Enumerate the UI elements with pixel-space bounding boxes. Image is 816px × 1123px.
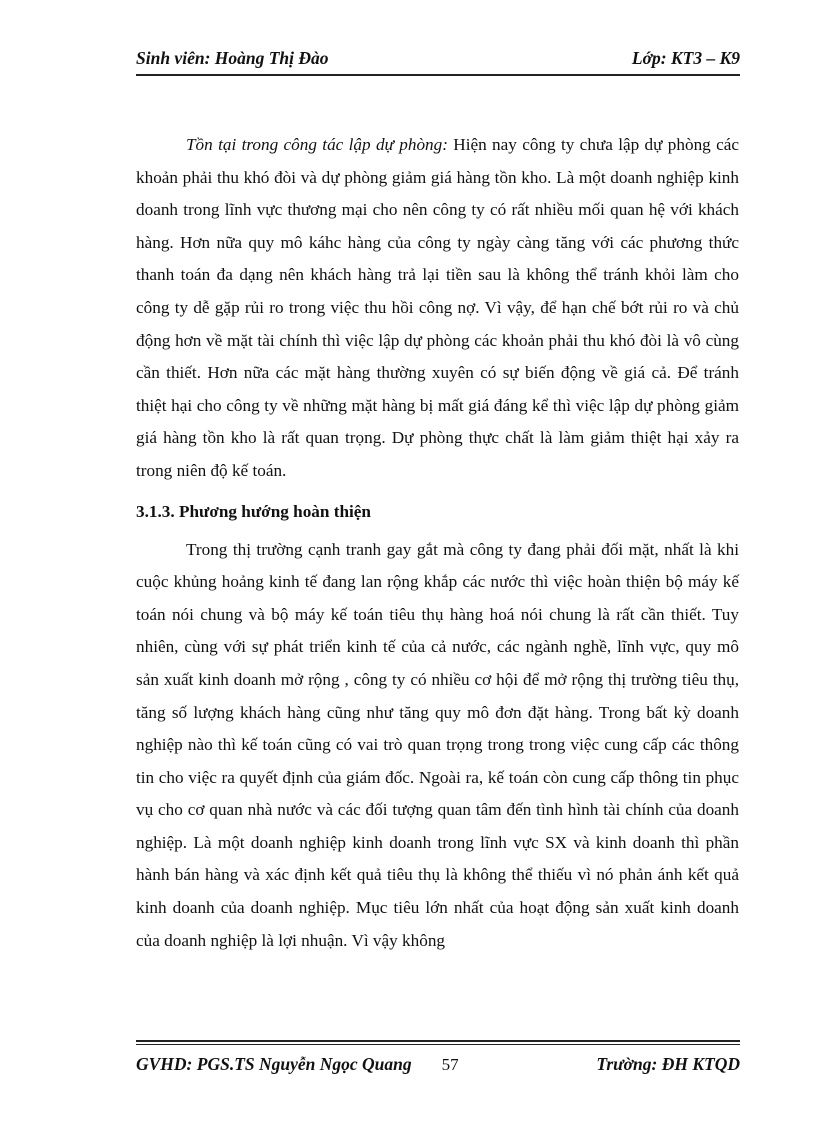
footer-rule-thin [136,1044,740,1045]
header-rule [136,74,740,76]
paragraph-direction: Trong thị trường cạnh tranh gay gắt mà công ty đang phải đối mặt, nhất là khi cuộc khủng hoảng kinh tế đang lan rộng khắp các nước thì việc hoàn thiện bộ máy kế toán nói chung và bộ máy kế toán tiêu thụ hàng hoá nói chung là rất cần thiết. Tuy nhiên, cùng với sự phát triển kinh tế của cả nước, các ngành nghề, lĩnh vực, quy mô sản xuất kinh doanh mở rộng , công ty có nhiều cơ hội để mở rộng thị trường tiêu thụ, tăng số lượng khách hàng cũng như tăng quy mô đơn đặt hàng. Trong bất kỳ doanh nghiệp nào thì kế toán cũng có vai trò quan trọng trong trong việc cung cấp các thông tin cho việc ra quyết định của giám đốc. Ngoài ra, kế toán còn cung cấp thông tin phục vụ cho cơ quan nhà nước và các đối tượng quan tâm đến tình hình tài chính của doanh nghiệp. Là một doanh nghiệp kinh doanh trong lĩnh vực SX và kinh doanh thì phần hành bán hàng và xác định kết quả tiêu thụ là không thể thiếu vì nó phản ánh kết quả kinh doanh của doanh nghiệp. Mục tiêu lớn nhất của hoạt động sản xuất kinh doanh của doanh nghiệp là lợi nhuận. Vì vậy không [136,539,739,950]
page-body [136,129,739,957]
section-heading: 3.1.3. Phương hướng hoàn thiện [136,501,371,521]
class-label: Lớp: KT3 – K9 [631,48,740,68]
page-footer [136,1054,740,1075]
footer-rule-thick [136,1040,740,1042]
page-header [136,48,740,69]
paragraph-provisions [136,129,739,488]
student-name: Sinh viên: Hoàng Thị Đào [136,48,329,68]
paragraph-lead: Tồn tại trong công tác lập dự phòng: [186,135,448,154]
paragraph-text: Hiện nay công ty chưa lập dự phòng các khoản phải thu khó đòi và dự phòng giảm giá hàng tồn kho. Là một doanh nghiệp kinh doanh trong lĩnh vực thương mại cho nên công ty có rất nhiều mối quan hệ với khách hàng. Hơn nữa quy mô káhc hàng của công ty ngày càng tăng với các phương thức thanh toán đa dạng nên khách hàng trả lại tiền sau là không thể tránh khỏi làm cho công ty dễ gặp rủi ro trong việc thu hồi công nợ. Vì vậy, để hạn chế bớt rủi ro và chủ động hơn về mặt tài chính thì việc lập dự phòng các khoản phải thu khó đòi là vô cùng cần thiết. Hơn nữa các mặt hàng thường xuyên có sự biến động về giá cả. Để tránh thiệt hại cho công ty về những mặt hàng bị mất giá đáng kể thì việc lập dự phòng giảm giá hàng tồn kho là rất quan trọng. Dự phòng thực chất là làm giảm thiệt hại xảy ra trong niên độ kế toán. [136,135,739,480]
advisor-name: GVHD: PGS.TS Nguyễn Ngọc Quang [136,1054,412,1074]
page-number: 57 [441,1055,459,1074]
school-name: Trường: ĐH KTQD [596,1054,740,1074]
